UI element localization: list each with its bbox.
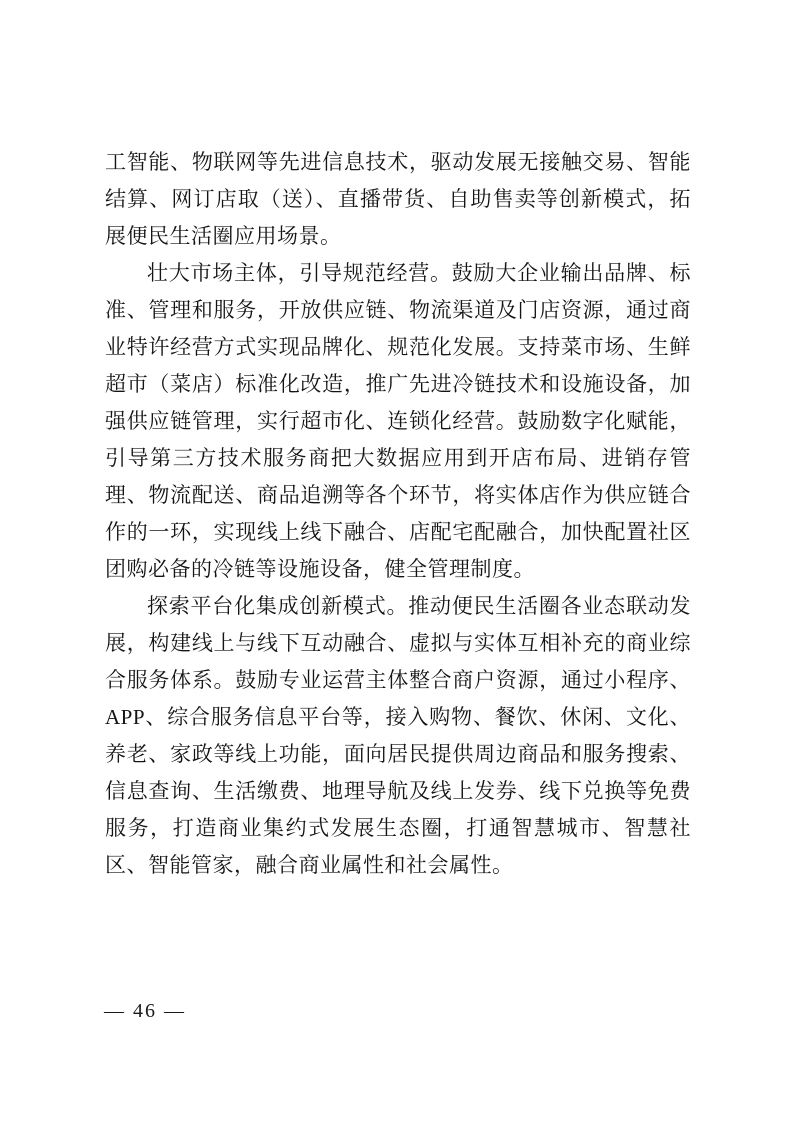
paragraph-1: 工智能、物联网等先进信息技术，驱动发展无接触交易、智能结算、网订店取（送）、直播带货、自助售卖等创新模式，拓展便民生活圈应用场景。: [105, 150, 691, 248]
paragraph-3: 探索平台化集成创新模式。推动便民生活圈各业态联动发展，构建线上与线下互动融合、虚拟与实体互相补充的商业综合服务体系。鼓励专业运营主体整合商户资源，通过小程序、APP、综合服务信息平台等，接入购物、餐饮、休闲、文化、养老、家政等线上功能，面向居民提供周边商品和服务搜索、信息查询、生活缴费、地理导航及线上发券、线下兑换等免费服务，打造商业集约式发展生态圈，打通智慧城市、智慧社区、智能管家，融合商业属性和社会属性。: [105, 594, 691, 877]
paragraph-2: 壮大市场主体，引导规范经营。鼓励大企业输出品牌、标准、管理和服务，开放供应链、物流渠道及门店资源，通过商业特许经营方式实现品牌化、规范化发展。支持菜市场、生鲜超市（菜店）标准化改造，推广先进冷链技术和设施设备，加强供应链管理，实行超市化、连锁化经营。鼓励数字化赋能，引导第三方技术服务商把大数据应用到开店布局、进销存管理、物流配送、商品追溯等各个环节，将实体店作为供应链合作的一环，实现线上线下融合、店配宅配融合，加快配置社区团购必备的冷链等设施设备，健全管理制度。: [105, 261, 691, 581]
document-body: [105, 144, 691, 884]
page-number: — 46 —: [104, 1000, 186, 1022]
